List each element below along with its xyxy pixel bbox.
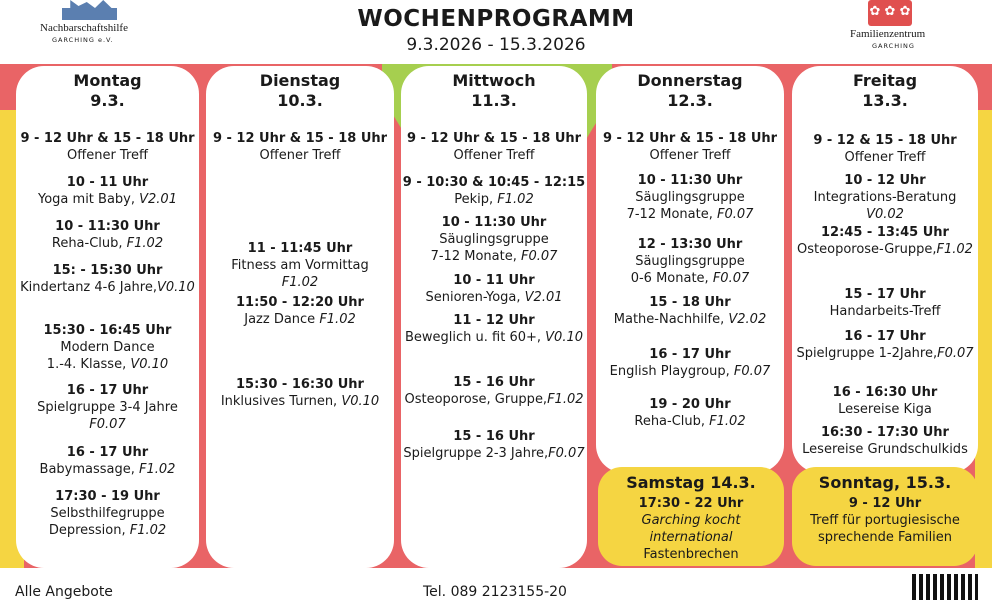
event-description: Fastenbrechen bbox=[643, 547, 739, 562]
event-time: 17:30 - 22 Uhr bbox=[638, 496, 744, 511]
event-item bbox=[596, 346, 784, 380]
day-date: 10.3. bbox=[277, 91, 323, 110]
event-room-line bbox=[792, 206, 978, 223]
event-description bbox=[16, 279, 199, 296]
day-column-montag bbox=[16, 66, 199, 568]
event-description bbox=[16, 505, 199, 522]
event-description bbox=[401, 289, 587, 306]
event-item bbox=[401, 312, 587, 346]
event-room: F0.07 bbox=[712, 271, 750, 286]
event-description-text: Handarbeits-Treff bbox=[829, 304, 941, 319]
event-description bbox=[16, 356, 199, 373]
event-time: 16:30 - 17:30 Uhr bbox=[821, 425, 949, 440]
event-description-text: 7-12 Monate, bbox=[430, 249, 521, 264]
qr-code-icon[interactable] bbox=[912, 574, 978, 600]
day-date: 13.3. bbox=[862, 91, 908, 110]
event-item bbox=[792, 424, 978, 458]
event-description-text: 0-6 Monate, bbox=[630, 271, 713, 286]
weekend-event bbox=[598, 495, 784, 563]
event-room: V2.01 bbox=[524, 290, 563, 305]
event-room: F1.02 bbox=[709, 414, 746, 429]
event-time: 10 - 12 Uhr bbox=[844, 173, 926, 188]
event-description-text: Offener Treff bbox=[453, 148, 535, 163]
event-time: 17:30 - 19 Uhr bbox=[55, 489, 160, 504]
event-description bbox=[401, 391, 587, 408]
event-item bbox=[206, 294, 394, 328]
weekend-day: Samstag 14.3. bbox=[626, 473, 756, 492]
event-time: 9 - 12 Uhr & 15 - 18 Uhr bbox=[212, 131, 388, 146]
event-room: F1.02 bbox=[319, 312, 356, 327]
event-description bbox=[206, 257, 394, 274]
event-room: V0.10 bbox=[341, 394, 380, 409]
event-description-text: Spielgruppe 3-4 Jahre bbox=[37, 400, 178, 415]
event-description-text: Kindertanz 4-6 Jahre, bbox=[20, 280, 157, 295]
event-item bbox=[16, 174, 199, 208]
event-room: V0.10 bbox=[130, 357, 169, 372]
event-time: 12 - 13:30 Uhr bbox=[637, 237, 743, 252]
event-description-text: Jazz Dance bbox=[244, 312, 320, 327]
event-description-text: Reha-Club, bbox=[51, 236, 127, 251]
event-description bbox=[401, 147, 587, 164]
event-description-text: Reha-Club, bbox=[634, 414, 710, 429]
event-room: F0.07 bbox=[716, 207, 754, 222]
event-description bbox=[401, 329, 587, 346]
day-name: Dienstag bbox=[259, 71, 341, 90]
event-description bbox=[16, 522, 199, 539]
event-description bbox=[792, 303, 978, 320]
event-description-text: Säuglingsgruppe bbox=[439, 232, 549, 247]
event-description: sprechende Familien bbox=[817, 530, 953, 545]
day-date: 11.3. bbox=[471, 91, 517, 110]
event-item bbox=[401, 130, 587, 164]
event-time: 12:45 - 13:45 Uhr bbox=[821, 225, 949, 240]
familienzentrum-logo bbox=[850, 0, 950, 56]
event-time: 11 - 11:45 Uhr bbox=[247, 241, 353, 256]
event-description bbox=[401, 445, 587, 462]
event-description-text: Offener Treff bbox=[259, 148, 341, 163]
event-description-text: Integrations-Beratung bbox=[813, 190, 957, 205]
event-item bbox=[596, 294, 784, 328]
day-date: 9.3. bbox=[90, 91, 125, 110]
buildings-icon bbox=[62, 0, 117, 20]
event-item bbox=[792, 384, 978, 418]
event-item bbox=[16, 488, 199, 539]
event-room: F0.07 bbox=[89, 417, 126, 432]
day-name: Mittwoch bbox=[452, 71, 536, 90]
weekend-box-0 bbox=[598, 467, 784, 566]
event-time: 9 - 12 Uhr & 15 - 18 Uhr bbox=[406, 131, 582, 146]
event-description-text: Lesereise Grundschulkids bbox=[802, 442, 968, 457]
day-column-dienstag bbox=[206, 66, 394, 568]
event-time: 9 - 12 Uhr & 15 - 18 Uhr bbox=[602, 131, 778, 146]
event-time: 15: - 15:30 Uhr bbox=[52, 263, 163, 278]
event-description-italic: international bbox=[649, 530, 733, 545]
event-time: 15:30 - 16:45 Uhr bbox=[43, 323, 172, 338]
event-item bbox=[401, 272, 587, 306]
event-item bbox=[792, 172, 978, 223]
event-description-text: Lesereise Kiga bbox=[838, 402, 932, 417]
footer-phone: Tel. 089 2123155-20 bbox=[423, 584, 567, 600]
event-item bbox=[16, 322, 199, 373]
day-heading bbox=[16, 71, 199, 111]
event-item bbox=[401, 374, 587, 408]
event-time: 15 - 18 Uhr bbox=[649, 295, 731, 310]
day-date: 12.3. bbox=[667, 91, 713, 110]
event-item bbox=[206, 240, 394, 291]
event-room: F1.02 bbox=[497, 192, 534, 207]
event-description-text: Osteoporose-Gruppe, bbox=[797, 242, 937, 257]
event-description bbox=[401, 248, 587, 265]
event-description-text: Pekip, bbox=[454, 192, 498, 207]
event-room: F1.02 bbox=[139, 462, 176, 477]
event-item bbox=[16, 130, 199, 164]
event-room: V2.02 bbox=[728, 312, 767, 327]
event-room: V0.10 bbox=[545, 330, 583, 345]
event-room: V2.01 bbox=[139, 192, 177, 207]
event-description-text: Depression, bbox=[48, 523, 130, 538]
event-time: 10 - 11:30 Uhr bbox=[637, 173, 743, 188]
event-item bbox=[401, 174, 587, 208]
event-description-text: Spielgruppe 1-2Jahre, bbox=[796, 346, 938, 361]
event-item bbox=[792, 132, 978, 166]
event-description bbox=[596, 253, 784, 270]
event-room: F1.02 bbox=[547, 392, 584, 407]
event-description bbox=[206, 311, 394, 328]
event-description-text: Selbsthilfegruppe bbox=[50, 506, 165, 521]
event-time: 10 - 11 Uhr bbox=[453, 273, 535, 288]
logo-left-sub: GARCHING e.V. bbox=[52, 36, 114, 44]
family-icon: ✿ ✿ ✿ bbox=[868, 0, 912, 26]
event-description-text: Offener Treff bbox=[844, 150, 926, 165]
event-description bbox=[596, 413, 784, 430]
event-time: 9 - 12 & 15 - 18 Uhr bbox=[813, 133, 957, 148]
event-description bbox=[596, 189, 784, 206]
event-time: 10 - 11 Uhr bbox=[66, 175, 149, 190]
event-description bbox=[16, 399, 199, 416]
event-room: V0.02 bbox=[866, 207, 904, 222]
event-description-text: 1.-4. Klasse, bbox=[46, 357, 131, 372]
event-description bbox=[16, 461, 199, 478]
event-description-text: Beweglich u. fit 60+, bbox=[404, 330, 546, 345]
page-title: WOCHENPROGRAMM bbox=[357, 6, 635, 32]
event-description-italic: Garching kocht bbox=[641, 513, 741, 528]
event-description-text: English Playgroup, bbox=[609, 364, 734, 379]
event-description bbox=[596, 270, 784, 287]
event-item bbox=[596, 396, 784, 430]
day-heading bbox=[596, 71, 784, 111]
event-description-text: Spielgruppe 2-3 Jahre, bbox=[403, 446, 549, 461]
event-description-text: 7-12 Monate, bbox=[626, 207, 717, 222]
logo-right-name: Familienzentrum bbox=[850, 28, 926, 40]
event-item bbox=[16, 382, 199, 433]
event-description bbox=[401, 231, 587, 248]
event-description-text: Osteoporose, Gruppe, bbox=[404, 392, 548, 407]
event-description bbox=[792, 441, 978, 458]
event-description bbox=[792, 189, 978, 206]
event-item bbox=[596, 130, 784, 164]
event-item bbox=[16, 218, 199, 252]
event-item bbox=[16, 262, 199, 296]
event-description-text: Babymassage, bbox=[39, 462, 140, 477]
weekend-day: Sonntag, 15.3. bbox=[818, 473, 952, 492]
event-description-text: Modern Dance bbox=[60, 340, 155, 355]
event-item bbox=[401, 428, 587, 462]
event-room-line bbox=[206, 274, 394, 291]
event-item bbox=[206, 130, 394, 164]
event-item bbox=[792, 328, 978, 362]
event-description-text: Inklusives Turnen, bbox=[220, 394, 342, 409]
event-description: Treff für portugiesische bbox=[810, 513, 960, 528]
event-room-line bbox=[16, 416, 199, 433]
day-heading bbox=[206, 71, 394, 111]
event-description-text: Offener Treff bbox=[649, 148, 731, 163]
event-time: 16 - 17 Uhr bbox=[844, 329, 926, 344]
event-time: 15:30 - 16:30 Uhr bbox=[236, 377, 364, 392]
event-item bbox=[16, 444, 199, 478]
event-time: 16 - 17 Uhr bbox=[649, 347, 731, 362]
event-description-text: Offener Treff bbox=[67, 148, 148, 163]
day-name: Montag bbox=[73, 71, 142, 90]
event-time: 15 - 17 Uhr bbox=[844, 287, 926, 302]
weekend-event bbox=[792, 495, 978, 546]
event-room: F0.07 bbox=[733, 364, 771, 379]
header bbox=[296, 4, 696, 56]
day-heading bbox=[401, 71, 587, 111]
event-description-text: Fitness am Vormittag bbox=[231, 258, 369, 273]
event-time: 16 - 17 Uhr bbox=[66, 383, 149, 398]
day-name: Donnerstag bbox=[637, 71, 743, 90]
event-item bbox=[206, 376, 394, 410]
event-item bbox=[596, 236, 784, 287]
event-time: 11 - 12 Uhr bbox=[453, 313, 535, 328]
event-description bbox=[596, 206, 784, 223]
event-description bbox=[792, 149, 978, 166]
event-description bbox=[16, 147, 199, 164]
nachbarschaftshilfe-logo bbox=[40, 0, 150, 50]
event-item bbox=[596, 172, 784, 223]
event-room: F1.02 bbox=[281, 275, 319, 290]
event-room: F0.07 bbox=[520, 249, 558, 264]
day-heading bbox=[792, 71, 978, 111]
event-room: F1.02 bbox=[126, 236, 164, 251]
event-time: 19 - 20 Uhr bbox=[649, 397, 731, 412]
event-description bbox=[792, 401, 978, 418]
event-description bbox=[596, 311, 784, 328]
logo-right-sub: GARCHING bbox=[872, 42, 915, 50]
event-time: 10 - 11:30 Uhr bbox=[55, 219, 160, 234]
event-description-text: Yoga mit Baby, bbox=[38, 192, 140, 207]
event-item bbox=[401, 214, 587, 265]
event-description bbox=[16, 235, 199, 252]
event-time: 9 - 10:30 & 10:45 - 12:15 bbox=[402, 175, 586, 190]
logo-left-name: Nachbarschaftshilfe bbox=[40, 22, 128, 34]
day-name: Freitag bbox=[852, 71, 918, 90]
event-description bbox=[596, 147, 784, 164]
event-room: F0.07 bbox=[548, 446, 585, 461]
event-description bbox=[16, 191, 199, 208]
event-time: 16 - 16:30 Uhr bbox=[832, 385, 938, 400]
event-description bbox=[206, 147, 394, 164]
event-room: F1.02 bbox=[936, 242, 973, 257]
event-description bbox=[792, 345, 978, 362]
event-time: 9 - 12 Uhr & 15 - 18 Uhr bbox=[20, 131, 195, 146]
footer-all-offers: Alle Angebote bbox=[15, 584, 113, 600]
event-time: 15 - 16 Uhr bbox=[453, 429, 535, 444]
event-description-text: Säuglingsgruppe bbox=[635, 190, 745, 205]
day-column-mittwoch bbox=[401, 66, 587, 568]
event-time: 16 - 17 Uhr bbox=[66, 445, 149, 460]
day-column-donnerstag bbox=[596, 66, 784, 473]
event-item bbox=[792, 224, 978, 258]
event-time: 10 - 11:30 Uhr bbox=[441, 215, 547, 230]
event-time: 11:50 - 12:20 Uhr bbox=[236, 295, 364, 310]
date-range: 9.3.2026 - 15.3.2026 bbox=[406, 35, 586, 55]
event-description bbox=[401, 191, 587, 208]
event-time: 15 - 16 Uhr bbox=[453, 375, 535, 390]
event-room: F1.02 bbox=[129, 523, 167, 538]
event-description-text: Säuglingsgruppe bbox=[635, 254, 745, 269]
event-description bbox=[792, 241, 978, 258]
event-time: 9 - 12 Uhr bbox=[848, 496, 922, 511]
event-description bbox=[596, 363, 784, 380]
event-room: F0.07 bbox=[937, 346, 974, 361]
event-description bbox=[16, 339, 199, 356]
weekend-box-1 bbox=[792, 467, 978, 566]
event-description-text: Mathe-Nachhilfe, bbox=[613, 312, 729, 327]
event-description bbox=[206, 393, 394, 410]
event-room: V0.10 bbox=[156, 280, 195, 295]
day-column-freitag bbox=[792, 66, 978, 473]
event-description-text: Senioren-Yoga, bbox=[425, 290, 525, 305]
event-item bbox=[792, 286, 978, 320]
